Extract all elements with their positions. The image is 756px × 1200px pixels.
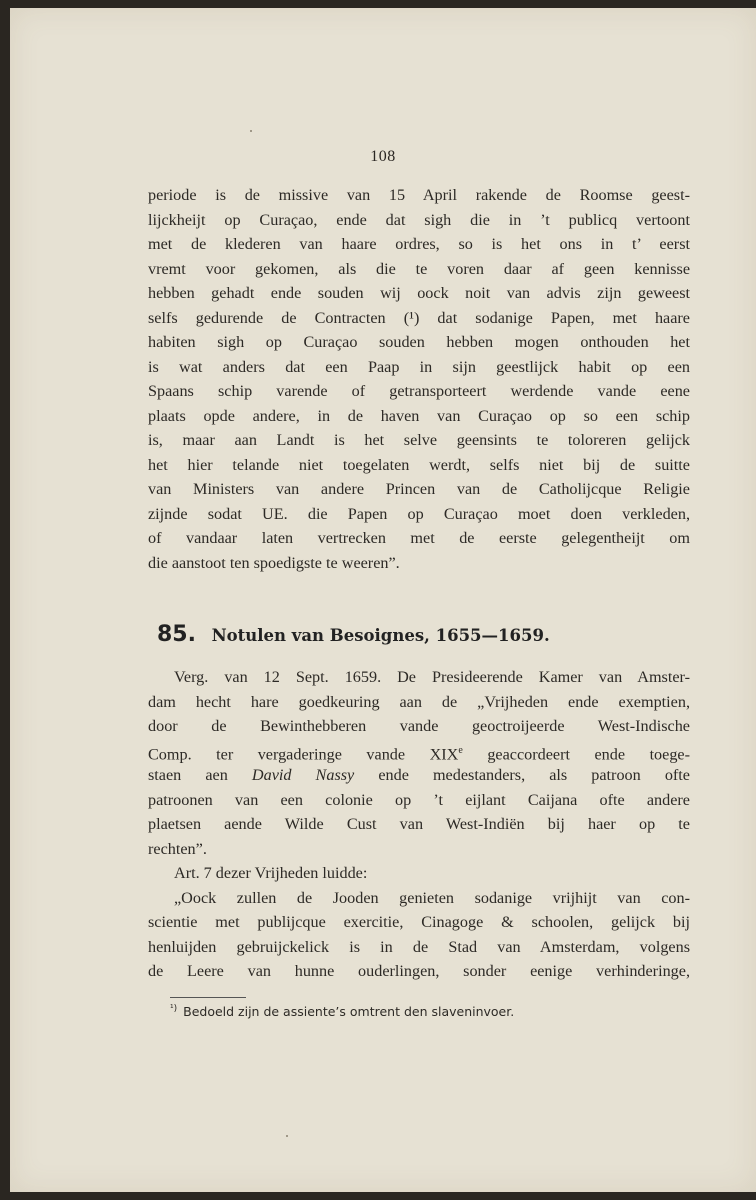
paper-speck — [250, 130, 252, 132]
text-line: met de klederen van haare ordres, so is het ons in t’ eerst — [148, 235, 690, 253]
text-line: patroonen van een colonie op ’t eijlant Caijana ofte andere — [148, 790, 690, 809]
text-line: is, maar aan Landt is het selve geensints te toloreren gelijck — [148, 431, 690, 449]
text-line: Art. 7 dezer Vrijheden luidde: — [174, 864, 368, 882]
text-line: plaats opde andere, in de haven van Curaçao op so een schip — [148, 406, 690, 425]
text-line: selfs gedurende de Contracten (¹) dat sodanige Papen, met haare — [148, 308, 690, 327]
text-line: henluijden gebruijckelick is in de Stad van Amsterdam, volgens — [148, 937, 690, 956]
paragraph-1 — [148, 183, 690, 575]
footnote-text: Bedoeld zijn de assiente’s omtrent den slaveninvoer. — [183, 1004, 515, 1020]
superscript: e — [458, 744, 463, 756]
text-line: plaetsen aende Wilde Cust van West-Indiën bij haer op te — [148, 815, 690, 833]
paper-speck — [286, 1135, 288, 1137]
text-line: Verg. van 12 Sept. 1659. De Presideerende Kamer van Amster- — [174, 668, 690, 686]
text-line: scientie met publijcque exercitie, Cinagoge & schoolen, gelijck bij — [148, 913, 690, 931]
footnote-marker: ¹) — [170, 1004, 178, 1014]
text-line: die aanstoot ten spoedigste te weeren”. — [148, 553, 400, 572]
text-line — [148, 739, 690, 764]
text-line: Spaans schip varende of getransporteert werdende vande eene — [148, 382, 690, 400]
text-line: van Ministers van andere Princen van de Catholijcque Religie — [148, 480, 690, 498]
text-line: de Leere van hunne ouderlingen, sonder eenige verhinderinge, — [148, 962, 690, 980]
text-line: het hier telande niet toegelaten werdt, selfs niet bij de suitte — [148, 455, 690, 474]
paragraph-2 — [148, 665, 690, 984]
text-fragment: ende medestanders, als patroon ofte — [354, 766, 690, 784]
text-line: vremt voor gekomen, als die te voren daar af geen kennisse — [148, 259, 690, 278]
footnote — [170, 1004, 690, 1019]
text-line: lijckheijt op Curaçao, ende dat sigh die in ’t publicq vertoont — [148, 210, 690, 229]
book-page — [10, 8, 756, 1192]
text-line: door de Bewinthebberen vande geoctroijeerde West-Indische — [148, 717, 690, 735]
page-number: 108 — [370, 148, 396, 165]
text-fragment: staen aen — [148, 766, 252, 784]
text-line: periode is de missive van 15 April rakende de Roomse geest- — [148, 186, 690, 204]
section-heading — [157, 622, 677, 647]
text-fragment: Comp. ter vergaderinge vande XIX — [148, 744, 459, 763]
italic-name: David Nassy — [251, 766, 355, 784]
text-line: of vandaar laten vertrecken met de eerste gelegentheijt om — [148, 529, 690, 547]
section-number: 85. — [157, 622, 196, 647]
text-line: dam hecht hare goedkeuring aan de „Vrijheden ende exemptien, — [148, 692, 690, 711]
text-line: „Oock zullen de Jooden genieten sodanige vrijhijt van con- — [174, 888, 690, 907]
text-line: is wat anders dat een Paap in sijn geestlijck habit op een — [148, 357, 690, 376]
text-line: hebben gehadt ende souden wij oock noit van advis zijn geweest — [148, 284, 690, 302]
footnote-rule — [170, 997, 246, 998]
text-line: rechten”. — [148, 839, 207, 858]
text-line — [148, 763, 690, 788]
text-line: habiten sigh op Curaçao souden hebben mogen onthouden het — [148, 333, 690, 351]
section-title: Notulen van Besoignes, 1655—1659. — [211, 626, 550, 645]
text-line: zijnde sodat UE. die Papen op Curaçao moet doen verkleden, — [148, 504, 690, 523]
text-fragment: geaccordeert ende toege- — [462, 744, 691, 763]
